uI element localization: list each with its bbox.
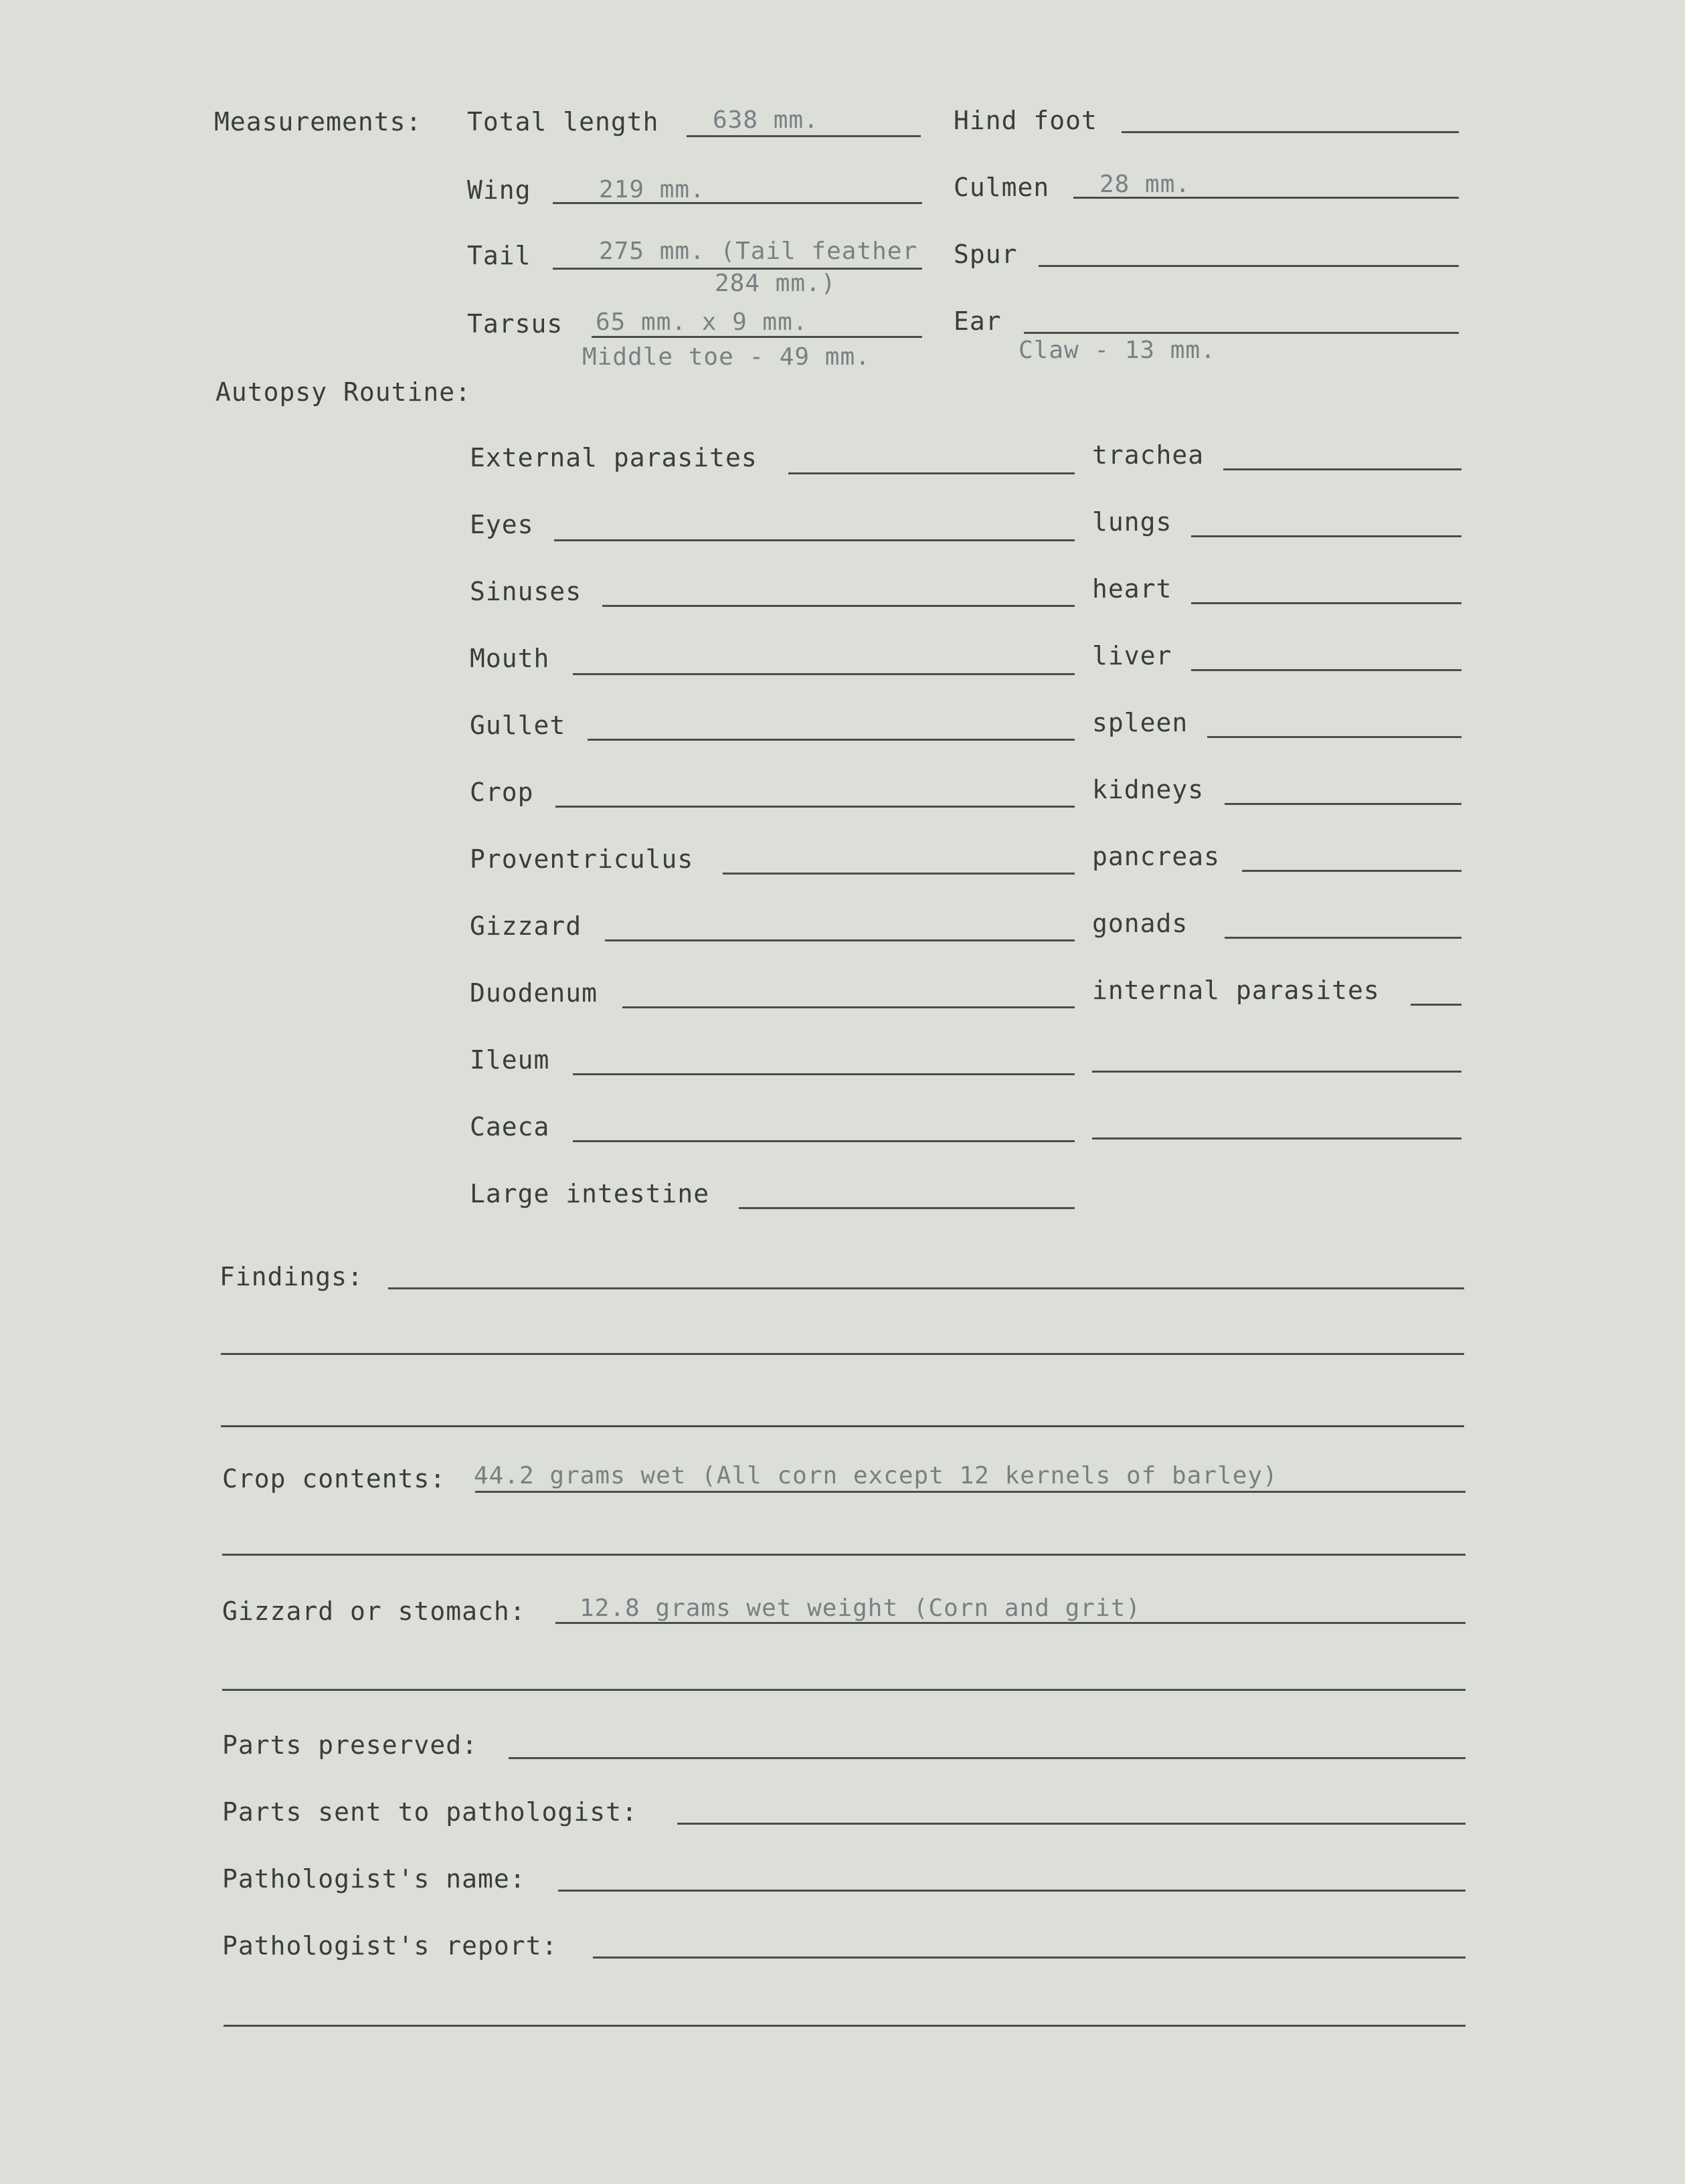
- parts-sent-field[interactable]: [677, 1823, 1466, 1825]
- blank-organ-field-1[interactable]: [1092, 1071, 1461, 1073]
- autopsy-item-external-parasites: External parasites: [470, 443, 758, 472]
- autopsy-item-lungs: lungs: [1092, 507, 1172, 537]
- total-length-label: Total length: [467, 107, 659, 136]
- total-length-field[interactable]: [687, 135, 921, 137]
- measurements-heading: Measurements:: [214, 107, 422, 136]
- crop-contents-label: Crop contents:: [222, 1464, 446, 1493]
- spleen-field[interactable]: [1207, 736, 1461, 738]
- autopsy-item-sinuses: Sinuses: [470, 577, 582, 606]
- eyes-field[interactable]: [554, 539, 1075, 541]
- parts-preserved-field[interactable]: [509, 1757, 1466, 1759]
- autopsy-item-heart: heart: [1092, 574, 1172, 604]
- autopsy-item-duodenum: Duodenum: [470, 978, 598, 1008]
- autopsy-item-pancreas: pancreas: [1092, 842, 1221, 871]
- spur-field[interactable]: [1039, 265, 1459, 267]
- autopsy-item-trachea: trachea: [1092, 440, 1205, 470]
- middle-toe-note: Middle toe - 49 mm.: [582, 343, 871, 371]
- findings-line-3[interactable]: [221, 1425, 1464, 1427]
- hind-foot-label: Hind foot: [954, 106, 1097, 135]
- tail-label: Tail: [467, 241, 531, 270]
- liver-field[interactable]: [1191, 669, 1461, 671]
- crop-contents-field[interactable]: [475, 1491, 1466, 1493]
- caeca-field[interactable]: [573, 1140, 1075, 1142]
- findings-label: Findings:: [219, 1262, 363, 1291]
- lungs-field[interactable]: [1191, 535, 1461, 537]
- large-intestine-field[interactable]: [739, 1207, 1075, 1209]
- pathologist-report-label: Pathologist's report:: [222, 1931, 558, 1961]
- heart-field[interactable]: [1191, 602, 1461, 604]
- gizzard-stomach-line-2[interactable]: [222, 1689, 1466, 1691]
- mouth-field[interactable]: [573, 673, 1075, 675]
- wing-value: 219 mm.: [599, 176, 705, 203]
- ileum-field[interactable]: [573, 1073, 1075, 1075]
- autopsy-item-gonads: gonads: [1092, 909, 1188, 938]
- kidneys-field[interactable]: [1225, 803, 1461, 805]
- wing-label: Wing: [467, 175, 531, 205]
- tarsus-value: 65 mm. x 9 mm.: [596, 308, 808, 336]
- tail-value-continued: 284 mm.): [715, 270, 836, 297]
- autopsy-item-spleen: spleen: [1092, 708, 1188, 737]
- findings-line-2[interactable]: [221, 1353, 1464, 1355]
- findings-field[interactable]: [388, 1287, 1464, 1289]
- claw-note: Claw - 13 mm.: [1018, 337, 1216, 364]
- proventriculus-field[interactable]: [723, 873, 1075, 875]
- duodenum-field[interactable]: [622, 1006, 1075, 1008]
- ear-field[interactable]: [1024, 332, 1459, 334]
- crop-contents-line-2[interactable]: [222, 1554, 1466, 1556]
- spur-label: Spur: [954, 240, 1018, 269]
- pathologist-name-field[interactable]: [558, 1890, 1466, 1892]
- culmen-label: Culmen: [954, 173, 1050, 202]
- autopsy-item-proventriculus: Proventriculus: [470, 844, 694, 874]
- blank-organ-field-2[interactable]: [1092, 1138, 1461, 1140]
- tail-value: 275 mm. (Tail feather: [599, 238, 918, 265]
- pathologist-report-line-2[interactable]: [224, 2025, 1466, 2027]
- autopsy-item-liver: liver: [1092, 641, 1172, 670]
- autopsy-item-ileum: Ileum: [470, 1045, 550, 1075]
- autopsy-item-gizzard: Gizzard: [470, 911, 582, 941]
- tarsus-field[interactable]: [592, 336, 922, 338]
- crop-contents-value: 44.2 grams wet (All corn except 12 kernels of barley): [474, 1462, 1278, 1489]
- gizzard-stomach-label: Gizzard or stomach:: [222, 1597, 526, 1626]
- gonads-field[interactable]: [1225, 937, 1461, 939]
- external-parasites-field[interactable]: [788, 472, 1075, 474]
- culmen-value: 28 mm.: [1099, 171, 1191, 198]
- internal-parasites-field[interactable]: [1411, 1004, 1461, 1006]
- gizzard-stomach-field[interactable]: [555, 1622, 1466, 1624]
- pathologist-name-label: Pathologist's name:: [222, 1864, 526, 1894]
- autopsy-heading: Autopsy Routine:: [215, 377, 472, 407]
- autopsy-item-internal-parasites: internal parasites: [1092, 976, 1380, 1005]
- total-length-value: 638 mm.: [713, 106, 819, 134]
- crop-field[interactable]: [555, 806, 1075, 808]
- hind-foot-field[interactable]: [1122, 131, 1459, 133]
- gizzard-field[interactable]: [605, 939, 1075, 941]
- autopsy-item-large-intestine: Large intestine: [470, 1179, 710, 1208]
- autopsy-item-crop: Crop: [470, 778, 534, 807]
- gullet-field[interactable]: [588, 739, 1075, 741]
- tarsus-label: Tarsus: [467, 309, 563, 339]
- trachea-field[interactable]: [1223, 468, 1461, 470]
- parts-sent-label: Parts sent to pathologist:: [222, 1797, 638, 1827]
- parts-preserved-label: Parts preserved:: [222, 1730, 478, 1760]
- gizzard-stomach-value: 12.8 grams wet weight (Corn and grit): [580, 1595, 1141, 1622]
- autopsy-item-gullet: Gullet: [470, 711, 566, 740]
- sinuses-field[interactable]: [602, 605, 1075, 607]
- pancreas-field[interactable]: [1242, 870, 1461, 872]
- autopsy-item-mouth: Mouth: [470, 644, 550, 673]
- autopsy-item-caeca: Caeca: [470, 1112, 550, 1142]
- autopsy-item-kidneys: kidneys: [1092, 775, 1205, 804]
- ear-label: Ear: [954, 306, 1002, 336]
- pathologist-report-field[interactable]: [593, 1956, 1466, 1959]
- autopsy-item-eyes: Eyes: [470, 510, 534, 539]
